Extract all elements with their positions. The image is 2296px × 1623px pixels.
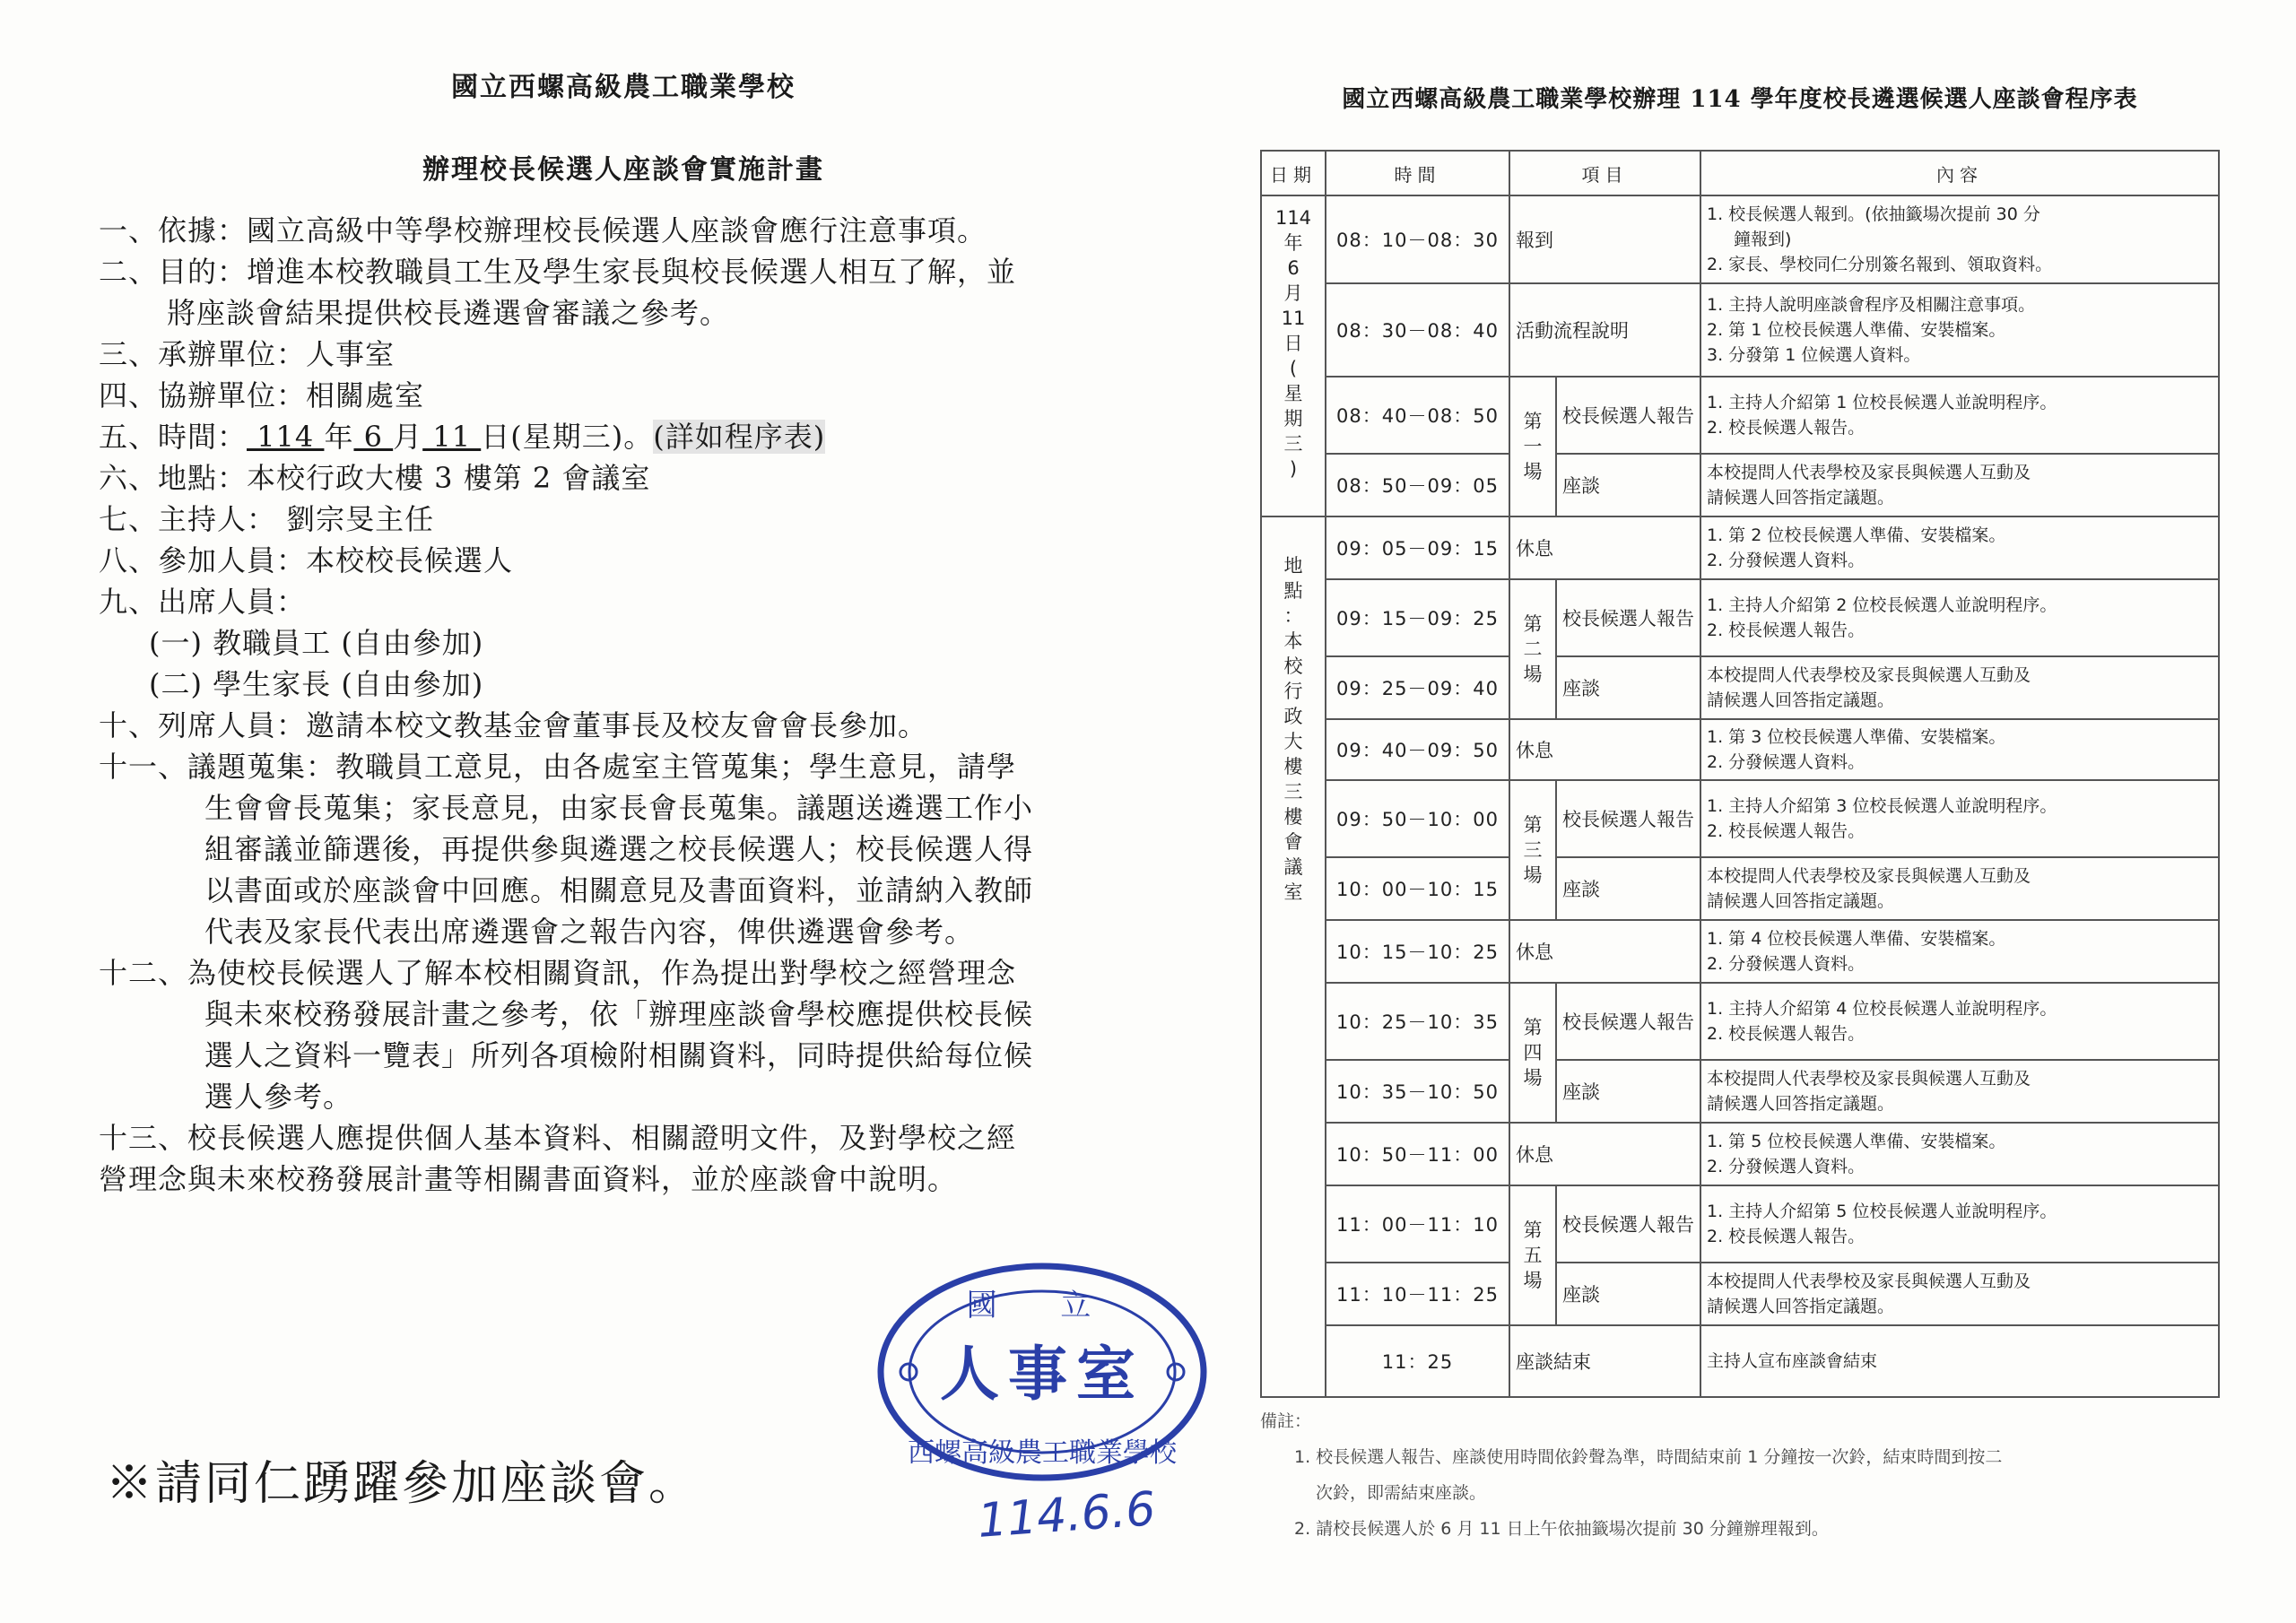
table-row bbox=[1261, 579, 2219, 656]
item-cell: 休息 bbox=[1509, 516, 1700, 579]
plan-subitem: (一) 教職員工 (自由參加) bbox=[149, 626, 484, 660]
school-name: 國立西螺高級農工職業學校 bbox=[451, 72, 796, 103]
plan-item: 八、參加人員：本校校長候選人 bbox=[99, 543, 514, 577]
plan-item: 三、承辦單位：人事室 bbox=[99, 337, 396, 371]
table-row bbox=[1261, 780, 2219, 857]
table-row bbox=[1261, 920, 2219, 983]
plan-title: 辦理校長候選人座談會實施計畫 bbox=[422, 154, 824, 186]
item-cell: 報到 bbox=[1509, 195, 1700, 283]
content-cell: 1. 主持人介紹第 2 位校長候選人並說明程序。 2. 校長候選人報告。 bbox=[1700, 579, 2219, 656]
item-cell: 休息 bbox=[1509, 719, 1700, 780]
content-cell: 1. 主持人說明座談會程序及相關注意事項。 2. 第 1 位校長候選人準備、安裝檔案。 3. 分發第 1 位候選人資料。 bbox=[1700, 283, 2219, 377]
item-cell: 座談 bbox=[1556, 656, 1700, 719]
schedule-table bbox=[1260, 150, 2220, 1398]
content-cell: 本校提問人代表學校及家長與候選人互動及 請候選人回答指定議題。 bbox=[1700, 1263, 2219, 1325]
plan-item-cont: 以書面或於座談會中回應。相關意見及書面資料，並請納入教師 bbox=[204, 873, 1034, 907]
table-row bbox=[1261, 1185, 2219, 1263]
table-row bbox=[1261, 283, 2219, 377]
plan-item: 四、協辦單位：相關處室 bbox=[99, 378, 425, 412]
plan-item: 十、列席人員：邀請本校文教基金會董事長及校友會會長參加。 bbox=[99, 708, 928, 742]
content-cell: 1. 第 4 位校長候選人準備、安裝檔案。 2. 分發候選人資料。 bbox=[1700, 920, 2219, 983]
time-day-unit: 日(星期三)。 bbox=[481, 420, 654, 454]
plan-item-cont: 與未來校務發展計畫之參考，依「辦理座談會學校應提供校長候 bbox=[204, 997, 1034, 1031]
item-cell: 活動流程說明 bbox=[1509, 283, 1700, 377]
plan-item-cont: 生會會長蒐集；家長意見，由家長會長蒐集。議題送遴選工作小 bbox=[204, 791, 1034, 825]
item-cell: 座談 bbox=[1556, 1060, 1700, 1123]
content-cell: 1. 主持人介紹第 1 位校長候選人並說明程序。 2. 校長候選人報告。 bbox=[1700, 377, 2219, 454]
plan-item: 一、依據：國立高級中等學校辦理校長候選人座談會應行注意事項。 bbox=[99, 213, 987, 247]
item-cell: 校長候選人報告 bbox=[1556, 579, 1700, 656]
header-item: 項目 bbox=[1509, 151, 1700, 195]
item-cell: 座談 bbox=[1556, 454, 1700, 516]
table-row bbox=[1261, 1263, 2219, 1325]
plan-subitem: (二) 學生家長 (自由參加) bbox=[149, 667, 484, 701]
plan-item-cont: 代表及家長代表出席遴選會之報告內容，俾供遴選會參考。 bbox=[204, 915, 975, 949]
time-year: 114 bbox=[247, 420, 325, 454]
plan-item: 二、目的：增進本校教職員工生及學生家長與校長候選人相互了解，並 bbox=[99, 255, 1017, 289]
location-cell: 地 點 ： 本 校 行 政 大 樓 三 樓 會 議 室 bbox=[1261, 516, 1326, 1397]
table-row bbox=[1261, 377, 2219, 454]
time-month: 6 bbox=[353, 420, 394, 454]
table-row bbox=[1261, 1060, 2219, 1123]
plan-item-time bbox=[99, 416, 1148, 457]
remarks bbox=[1260, 1403, 2220, 1547]
plan-item-cont: 選人參考。 bbox=[204, 1080, 353, 1114]
item-cell: 校長候選人報告 bbox=[1556, 377, 1700, 454]
table-row bbox=[1261, 1123, 2219, 1185]
content-cell: 1. 主持人介紹第 5 位校長候選人並說明程序。 2. 校長候選人報告。 bbox=[1700, 1185, 2219, 1263]
item-cell: 校長候選人報告 bbox=[1556, 1185, 1700, 1263]
item-cell: 休息 bbox=[1509, 1123, 1700, 1185]
plan-item-cont: 營理念與未來校務發展計畫等相關書面資料，並於座談會中說明。 bbox=[99, 1162, 958, 1196]
content-cell: 本校提問人代表學校及家長與候選人互動及 請候選人回答指定議題。 bbox=[1700, 1060, 2219, 1123]
seal-bottom-text: 西螺高級農工職業學校 bbox=[908, 1437, 1177, 1469]
date-cell: 114 年 6 月 11 日 ( 星 期 三 ) bbox=[1261, 195, 1326, 516]
plan-item: 十三、校長候選人應提供個人基本資料、相關證明文件，及對學校之經 bbox=[99, 1121, 1017, 1155]
personnel-office-seal bbox=[874, 1260, 1211, 1484]
item-cell: 校長候選人報告 bbox=[1556, 983, 1700, 1060]
plan-item: 十二、為使校長候選人了解本校相關資訊，作為提出對學校之經營理念 bbox=[99, 956, 1017, 990]
schedule-section bbox=[1260, 81, 2220, 1547]
plan-item: 七、主持人： 劉宗旻主任 bbox=[99, 502, 435, 536]
table-row bbox=[1261, 195, 2219, 283]
time-cell: 10：25－10：35 bbox=[1326, 983, 1509, 1060]
header-time: 時間 bbox=[1326, 151, 1509, 195]
session-1: 第 一 場 bbox=[1509, 377, 1556, 516]
item-cell: 校長候選人報告 bbox=[1556, 780, 1700, 857]
schedule-title: 國立西螺高級農工職業學校辦理 114 學年度校長遴選候選人座談會程序表 bbox=[1342, 86, 2138, 113]
table-row bbox=[1261, 516, 2219, 579]
item-cell: 座談 bbox=[1556, 857, 1700, 920]
time-cell: 10：15－10：25 bbox=[1326, 920, 1509, 983]
remarks-label: 備註： bbox=[1260, 1411, 1312, 1431]
content-cell: 1. 主持人介紹第 3 位校長候選人並說明程序。 2. 校長候選人報告。 bbox=[1700, 780, 2219, 857]
header-date: 日期 bbox=[1261, 151, 1326, 195]
table-row bbox=[1261, 656, 2219, 719]
item-cell: 座談 bbox=[1556, 1263, 1700, 1325]
plan-item: 六、地點：本校行政大樓 3 樓第 2 會議室 bbox=[99, 461, 651, 495]
time-cell: 08：30－08：40 bbox=[1326, 283, 1509, 377]
remark-item-cont: 次鈴，即需結束座談。 bbox=[1316, 1483, 1487, 1503]
seal-top-text: 國 立 bbox=[966, 1288, 1118, 1324]
plan-item: 十一、議題蒐集：教職員工意見，由各處室主管蒐集；學生意見，請學 bbox=[99, 750, 1017, 784]
time-year-unit: 年 bbox=[324, 420, 354, 454]
time-cell: 08：40－08：50 bbox=[1326, 377, 1509, 454]
table-row bbox=[1261, 1325, 2219, 1397]
content-cell: 1. 校長候選人報到。(依抽籤場次提前 30 分 鐘報到) 2. 家長、學校同仁分別簽名報到、領取資料。 bbox=[1700, 195, 2219, 283]
time-cell: 11：00－11：10 bbox=[1326, 1185, 1509, 1263]
time-cell: 10：00－10：15 bbox=[1326, 857, 1509, 920]
session-5: 第 五 場 bbox=[1509, 1185, 1556, 1325]
item-cell: 座談結束 bbox=[1509, 1325, 1700, 1397]
content-cell: 1. 第 5 位校長候選人準備、安裝檔案。 2. 分發候選人資料。 bbox=[1700, 1123, 2219, 1185]
time-month-unit: 月 bbox=[393, 420, 423, 454]
handwritten-date: 114.6.6 bbox=[976, 1482, 1158, 1549]
time-cell: 11：25 bbox=[1326, 1325, 1509, 1397]
time-cell: 09：40－09：50 bbox=[1326, 719, 1509, 780]
plan-section bbox=[99, 54, 1148, 1200]
time-cell: 09：50－10：00 bbox=[1326, 780, 1509, 857]
time-cell: 08：50－09：05 bbox=[1326, 454, 1509, 516]
plan-item-cont: 選人之資料一覽表」所列各項檢附相關資料，同時提供給每位候 bbox=[204, 1038, 1034, 1072]
time-cell: 10：35－10：50 bbox=[1326, 1060, 1509, 1123]
closing-note: ※請同仁踴躍參加座談會。 bbox=[106, 1457, 699, 1511]
session-3: 第 三 場 bbox=[1509, 780, 1556, 920]
header-content: 內容 bbox=[1700, 151, 2219, 195]
time-cell: 10：50－11：00 bbox=[1326, 1123, 1509, 1185]
time-prefix: 五、時間： bbox=[99, 420, 248, 454]
table-row bbox=[1261, 857, 2219, 920]
content-cell: 1. 第 2 位校長候選人準備、安裝檔案。 2. 分發候選人資料。 bbox=[1700, 516, 2219, 579]
time-day: 11 bbox=[422, 420, 482, 454]
content-cell: 1. 第 3 位校長候選人準備、安裝檔案。 2. 分發候選人資料。 bbox=[1700, 719, 2219, 780]
time-cell: 09：25－09：40 bbox=[1326, 656, 1509, 719]
item-cell: 休息 bbox=[1509, 920, 1700, 983]
table-row bbox=[1261, 983, 2219, 1060]
plan-item: 九、出席人員： bbox=[99, 585, 307, 619]
content-cell: 主持人宣布座談會結束 bbox=[1700, 1325, 2219, 1397]
seal-center-text: 人事室 bbox=[940, 1339, 1144, 1409]
remark-item: 2. 請校長候選人於 6 月 11 日上午依抽籤場次提前 30 分鐘辦理報到。 bbox=[1294, 1519, 1829, 1539]
time-cell: 11：10－11：25 bbox=[1326, 1263, 1509, 1325]
content-cell: 本校提問人代表學校及家長與候選人互動及 請候選人回答指定議題。 bbox=[1700, 857, 2219, 920]
content-cell: 1. 主持人介紹第 4 位校長候選人並說明程序。 2. 校長候選人報告。 bbox=[1700, 983, 2219, 1060]
content-cell: 本校提問人代表學校及家長與候選人互動及 請候選人回答指定議題。 bbox=[1700, 656, 2219, 719]
session-4: 第 四 場 bbox=[1509, 983, 1556, 1123]
time-cell: 09：15－09：25 bbox=[1326, 579, 1509, 656]
time-cell: 09：05－09：15 bbox=[1326, 516, 1509, 579]
time-cell: 08：10－08：30 bbox=[1326, 195, 1509, 283]
content-cell: 本校提問人代表學校及家長與候選人互動及 請候選人回答指定議題。 bbox=[1700, 454, 2219, 516]
table-row bbox=[1261, 454, 2219, 516]
plan-item-cont: 組審議並篩選後，再提供參與遴選之校長候選人；校長候選人得 bbox=[204, 832, 1034, 866]
table-row bbox=[1261, 719, 2219, 780]
remark-item: 1. 校長候選人報告、座談使用時間依鈴聲為準，時間結束前 1 分鐘按一次鈴，結束時間到按二 bbox=[1294, 1447, 2003, 1467]
table-header-row bbox=[1261, 151, 2219, 195]
time-detail-note: (詳如程序表) bbox=[653, 420, 826, 454]
session-2: 第 二 場 bbox=[1509, 579, 1556, 719]
plan-item-cont: 將座談會結果提供校長遴選會審議之參考。 bbox=[167, 296, 730, 330]
